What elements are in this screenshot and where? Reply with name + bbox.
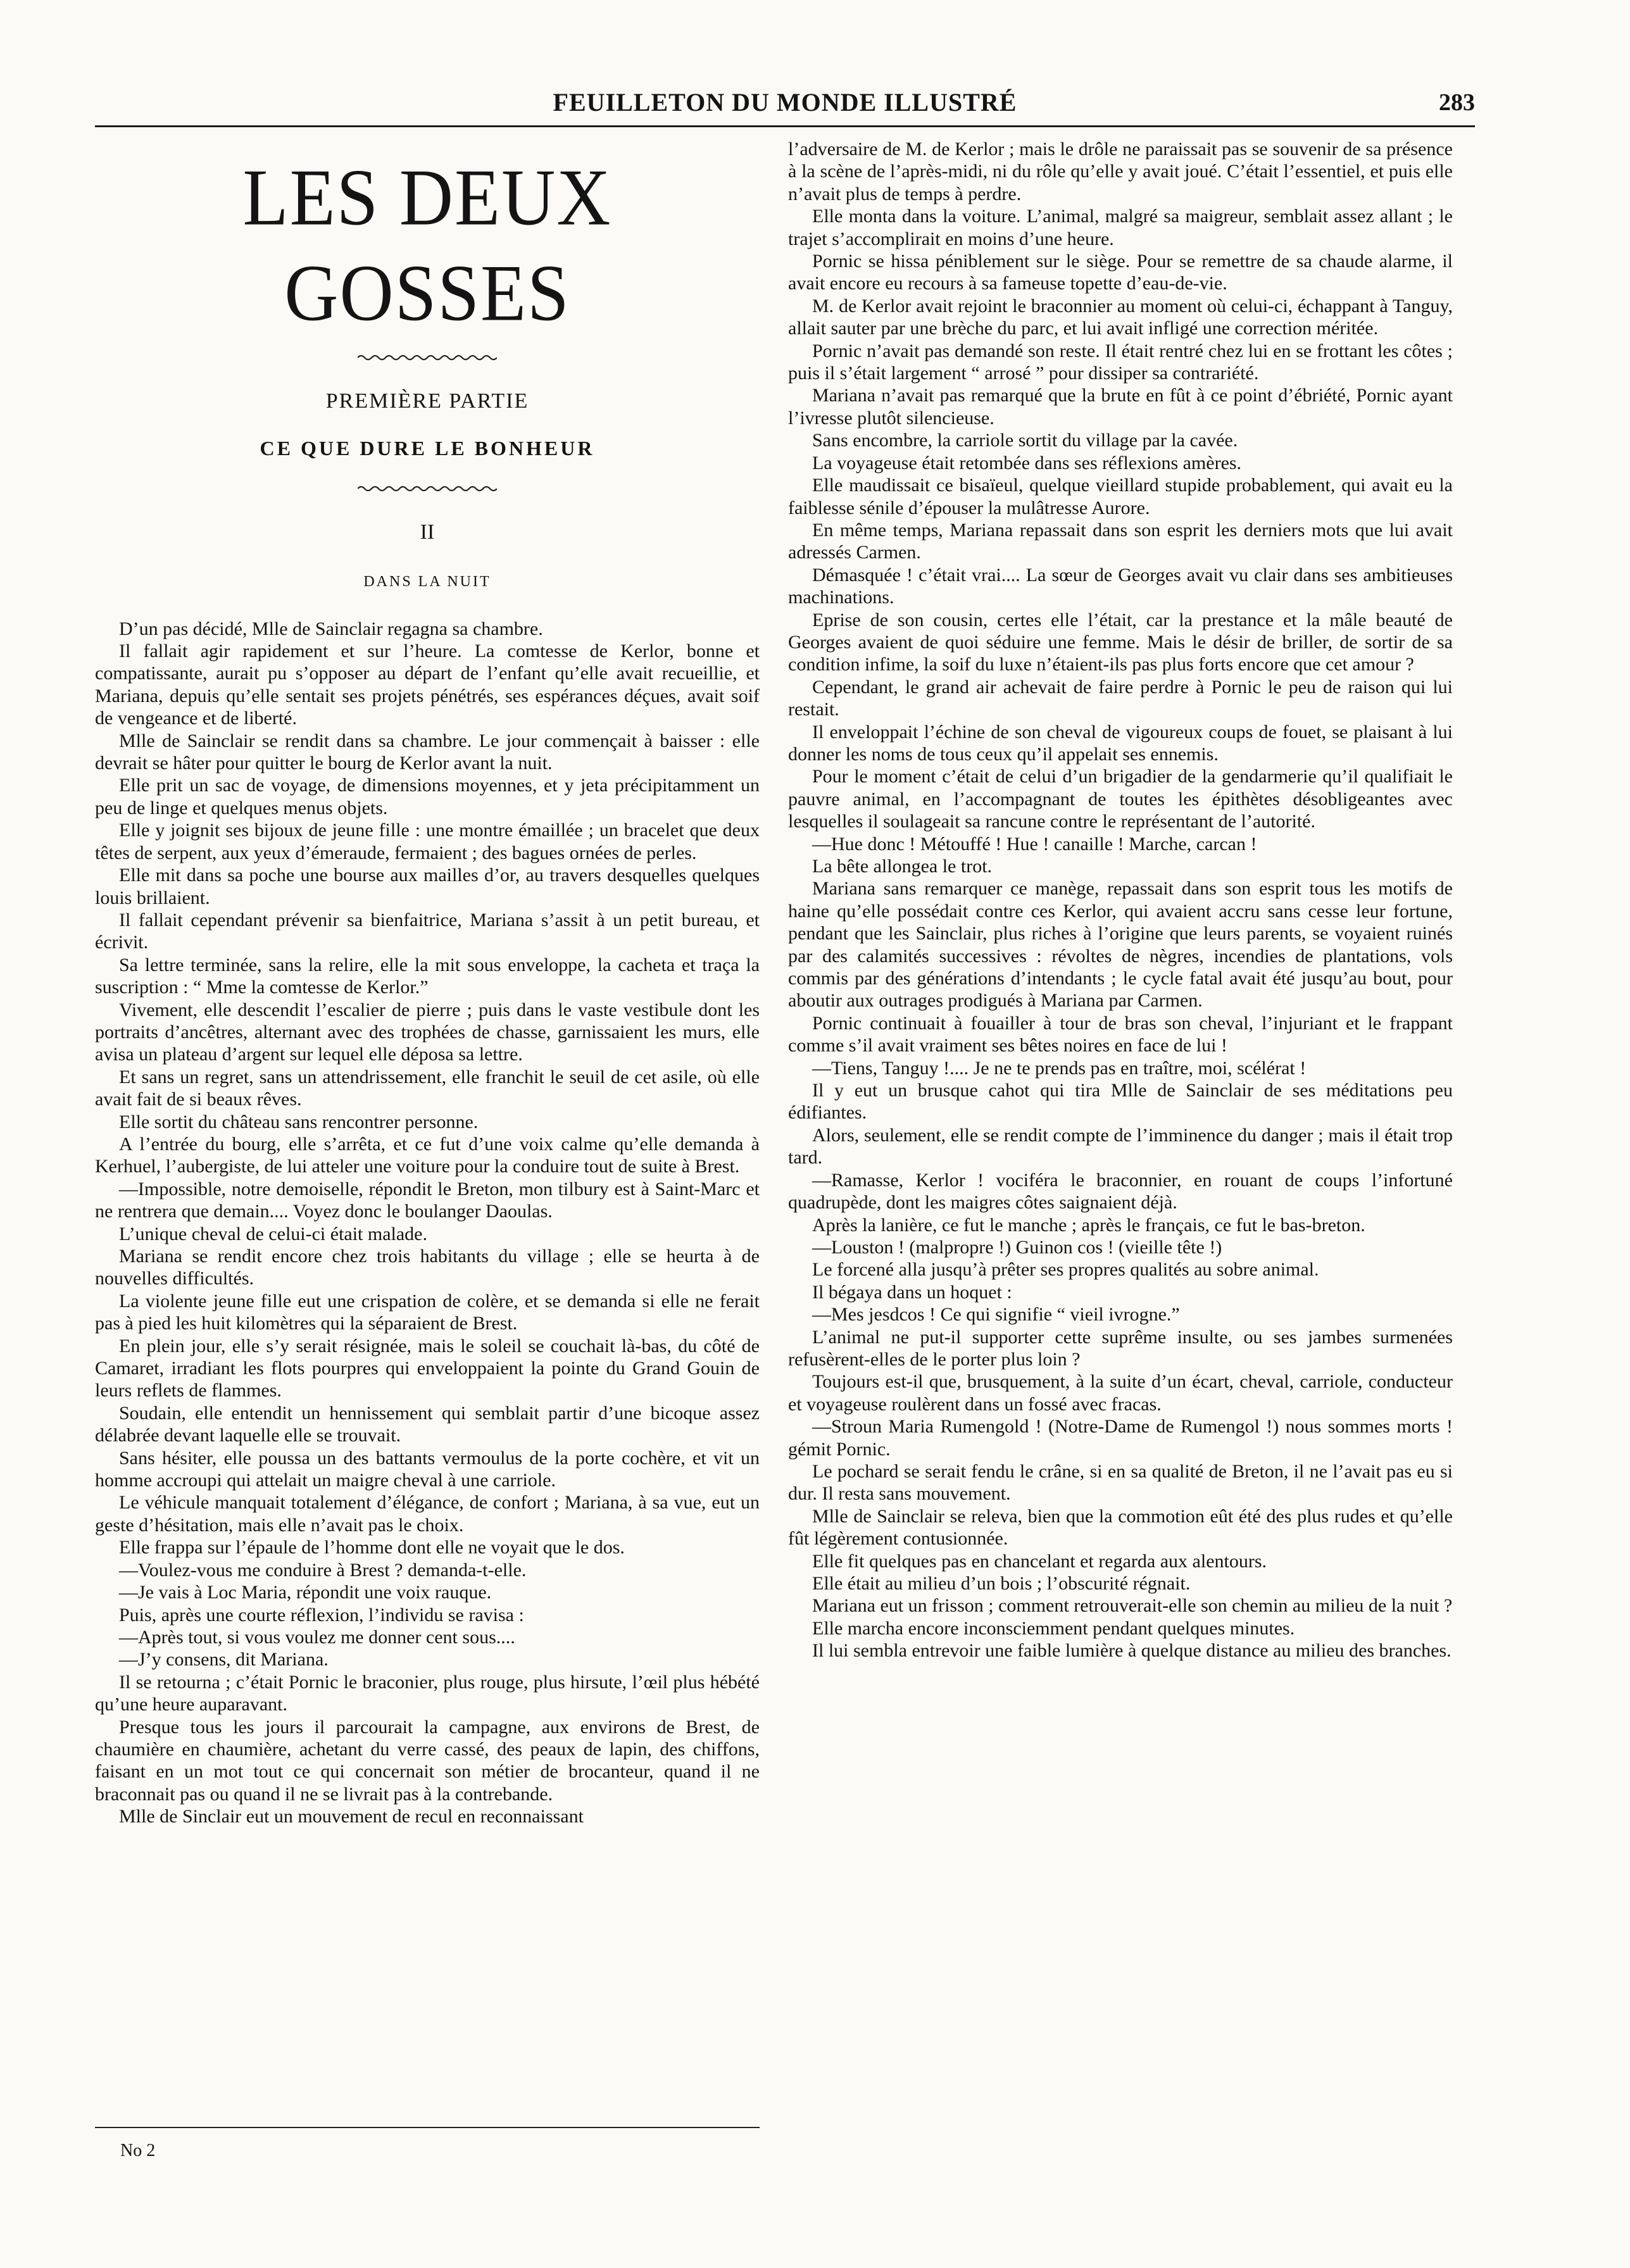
- paragraph: Alors, seulement, elle se rendit compte de l’imminence du danger ; mais il était trop tard.: [788, 1124, 1453, 1168]
- paragraph: —Après tout, si vous voulez me donner cent sous....: [119, 1626, 515, 1648]
- paragraph: Sans encombre, la carriole sortit du village par la cavée.: [812, 430, 1238, 451]
- footer-rule: [95, 2127, 760, 2128]
- story-title: LES DEUX GOSSES: [242, 153, 612, 338]
- paragraph: Mariana se rendit encore chez trois habitants du village ; elle se heurta à de nouvelles difficultés.: [95, 1246, 760, 1289]
- paragraph: —Stroun Maria Rumengold ! (Notre-Dame de Rumengol !) nous sommes morts ! gémit Pornic.: [788, 1416, 1453, 1460]
- paragraph: Toujours est-il que, brusquement, à la suite d’un écart, cheval, carriole, conducteur et voyageuse roulèrent dans un fossé avec fracas.: [788, 1371, 1453, 1415]
- left-column: [95, 138, 760, 2113]
- paragraph: Elle monta dans la voiture. L’animal, malgré sa maigreur, semblait assez allant ; le trajet s’accomplirait en moins d’une heure.: [788, 206, 1453, 249]
- paragraph: Le forcené alla jusqu’à prêter ses propres qualités au sobre animal.: [812, 1259, 1319, 1281]
- section-title: DANS LA NUIT: [363, 573, 491, 591]
- paragraph: A l’entrée du bourg, elle s’arrêta, et ce fut d’une voix calme qu’elle demanda à Kerhuel, l’aubergiste, de lui atteler une voiture pour la conduire tout de suite à Brest.: [95, 1133, 760, 1177]
- part-subtitle: CE QUE DURE LE BONHEUR: [260, 437, 595, 460]
- part-heading: PREMIÈRE PARTIE: [325, 389, 529, 413]
- paragraph: Elle mit dans sa poche une bourse aux mailles d’or, au travers desquelles quelques louis brillaient.: [95, 865, 760, 908]
- ornamental-rule: [358, 353, 497, 362]
- paragraph: M. de Kerlor avait rejoint le braconnier au moment où celui-ci, échappant à Tanguy, allait sauter par une brèche du parc, et lui avait infligé une correction méritée.: [788, 295, 1453, 339]
- paragraph: Elle fit quelques pas en chancelant et regarda aux alentours.: [812, 1550, 1267, 1572]
- paragraph: Mlle de Sinclair eut un mouvement de recul en reconnaissant: [119, 1806, 584, 1827]
- paragraph: —Louston ! (malpropre !) Guinon cos ! (vieille tête !): [812, 1236, 1222, 1258]
- paragraph: —J’y consens, dit Mariana.: [119, 1649, 329, 1670]
- right-column: [788, 138, 1453, 2113]
- paragraph: Il y eut un brusque cahot qui tira Mlle de Sainclair de ses méditations peu édifiantes.: [788, 1080, 1453, 1124]
- paragraph: Il enveloppait l’échine de son cheval de vigoureux coups de fouet, se plaisant à lui donner les noms de tous ceux qu’il appelait ses ennemis.: [788, 721, 1453, 765]
- paragraph: Mlle de Sainclair se releva, bien que la commotion eût été des plus rudes et qu’elle fût légèrement contusionnée.: [788, 1505, 1453, 1550]
- paragraph: Il bégaya dans un hoquet :: [812, 1281, 1012, 1303]
- paragraph: Elle était au milieu d’un bois ; l’obscurité régnait.: [812, 1573, 1191, 1594]
- paragraph: Pornic n’avait pas demandé son reste. Il était rentré chez lui en se frottant les côtes ; puis il s’était largement “ arrosé ” pour dissiper sa contrariété.: [788, 340, 1453, 384]
- page-number: 283: [1439, 89, 1475, 116]
- paragraph: Après la lanière, ce fut le manche ; après le français, ce fut le bas-breton.: [812, 1214, 1365, 1236]
- paragraph: Presque tous les jours il parcourait la campagne, aux environs de Brest, de chaumière en chaumière, achetant du verre cassé, des peaux de lapin, des chiffons, faisant en un mot tout ce qui concernait son métier de brocanteur, quand il ne braconnait pas ou quand il ne se livrait pas à la contrebande.: [95, 1716, 760, 1805]
- page-header: [95, 81, 1475, 127]
- paragraph: Mariana n’avait pas remarqué que la brute en fût à ce point d’ébriété, Pornic ayant l’ivresse plutôt silencieuse.: [788, 385, 1453, 429]
- paragraph: La violente jeune fille eut une crispation de colère, et se demanda si elle ne ferait pas à pied les huit kilomètres qui la séparaient de Brest.: [95, 1290, 760, 1334]
- paragraph: Elle maudissait ce bisaïeul, quelque vieillard stupide probablement, qui avait eu la faiblesse sénile d’épouser la mulâtresse Aurore.: [788, 475, 1453, 518]
- paragraph: Pornic continuait à fouailler à tour de bras son cheval, l’injuriant et le frappant comme s’il avait vraiment ses bêtes noires en face de lui !: [788, 1012, 1453, 1056]
- paragraph: l’adversaire de M. de Kerlor ; mais le drôle ne paraissait pas se souvenir de sa présence à la scène de l’après-midi, ni du rôle qu’elle y avait joué. C’était l’essentiel, et puis elle n’avait plus de temps à perdre.: [788, 139, 1453, 204]
- paragraph: La bête allongea le trot.: [812, 856, 993, 877]
- chapter-number: II: [420, 520, 435, 544]
- paragraph: Il fallait agir rapidement et sur l’heure. La comtesse de Kerlor, bonne et compatissante, aurait pu s’opposer au départ de l’enfant qu’elle avait recueillie, et Mariana, depuis qu’elle sentait ses projets pénétrés, ses espérances déçues, avait soif de vengeance et de liberté.: [95, 641, 760, 729]
- paragraph: Mariana sans remarquer ce manège, repassait dans son esprit tous les motifs de haine qu’elle possédait contre ces Kerlor, qui avaient accru sans cesse leur fortune, pendant que les Sainclair, plus riches à l’origine que leurs parents, se voyaient ruinés par des calamités successives : révoltes de nègres, incendies de plantations, vols commis par des générations d’intendants ; le cycle fatal avait été jusqu’au bout, pour aboutir aux outrages prodigués à Mariana par Carmen.: [788, 878, 1453, 1012]
- paragraph: Elle frappa sur l’épaule de l’homme dont elle ne voyait que le dos.: [119, 1537, 625, 1558]
- running-title: FEUILLETON DU MONDE ILLUSTRÉ: [553, 88, 1017, 116]
- paragraph: Sans hésiter, elle poussa un des battants vermoulus de la porte cochère, et vit un homme accroupi qui attelait un maigre cheval à une carriole.: [95, 1447, 760, 1491]
- paragraph: Il se retourna ; c’était Pornic le braconier, plus rouge, plus hirsute, l’œil plus hébété qu’une heure auparavant.: [95, 1671, 760, 1715]
- paragraph: Mlle de Sainclair se rendit dans sa chambre. Le jour commençait à baisser : elle devrait se hâter pour quitter le bourg de Kerlor avant la nuit.: [95, 730, 760, 774]
- paragraph: Pour le moment c’était de celui d’un brigadier de la gendarmerie qu’il qualifiait le pauvre animal, en l’accompagnant de toutes les épithètes désobligeantes avec lesquelles il soulageait sa rancune contre le représentant de l’autorité.: [788, 766, 1453, 832]
- paragraph: Le pochard se serait fendu le crâne, si en sa qualité de Breton, il ne l’avait pas eu si dur. Il resta sans mouvement.: [788, 1460, 1453, 1505]
- paragraph: Sa lettre terminée, sans la relire, elle la mit sous enveloppe, la cacheta et traça la suscription : “ Mme la comtesse de Kerlor.”: [95, 954, 760, 998]
- paragraph: Eprise de son cousin, certes elle l’était, car la prestance et la mâle beauté de Georges avaient de quoi séduire une femme. Mais le désir de briller, de sortir de sa condition infime, la soif du luxe n’étaient-ils pas plus forts encore que cet amour ?: [788, 609, 1453, 675]
- paragraph: Le véhicule manquait totalement d’élégance, de confort ; Mariana, à sa vue, eut un geste d’hésitation, mais elle n’avait pas le choix.: [95, 1492, 760, 1536]
- paragraph: D’un pas décidé, Mlle de Sainclair regagna sa chambre.: [119, 618, 543, 639]
- paragraph: Elle y joignit ses bijoux de jeune fille : une montre émaillée ; un bracelet que deux têtes de serpent, aux yeux d’émeraude, fermaient ; des bagues ornées de perles.: [95, 820, 760, 863]
- paragraph: Cependant, le grand air achevait de faire perdre à Pornic le peu de raison qui lui restait.: [788, 676, 1453, 720]
- right-column-text: [788, 138, 1453, 1662]
- paragraph: Il fallait cependant prévenir sa bienfaitrice, Mariana s’assit à un petit bureau, et écrivit.: [95, 909, 760, 953]
- paragraph: —Ramasse, Kerlor ! vociféra le braconnier, en rouant de coups l’infortuné quadrupède, dont les maigres côtes saignaient déjà.: [788, 1169, 1453, 1213]
- paragraph: —Tiens, Tanguy !.... Je ne te prends pas en traître, moi, scélérat !: [812, 1057, 1307, 1079]
- paragraph: Puis, après une courte réflexion, l’individu se ravisa :: [119, 1604, 524, 1626]
- paragraph: Soudain, elle entendit un hennissement qui semblait partir d’une bicoque assez délabrée devant laquelle elle se trouvait.: [95, 1402, 760, 1446]
- paragraph: Vivement, elle descendit l’escalier de pierre ; puis dans le vaste vestibule dont les portraits d’ancêtres, alternant avec des trophées de chasse, garnissaient les murs, elle avisa un plateau d’argent sur lequel elle déposa sa lettre.: [95, 999, 760, 1065]
- paragraph: En plein jour, elle s’y serait résignée, mais le soleil se couchait là-bas, du côté de Camaret, irradiant les flots pourpres qui enveloppaient la pointe du Grand Gouin de leurs reflets de flammes.: [95, 1335, 760, 1401]
- paragraph: Elle marcha encore inconsciemment pendant quelques minutes.: [812, 1617, 1295, 1639]
- left-column-text: [95, 618, 760, 1828]
- paragraph: L’unique cheval de celui-ci était malade.: [119, 1223, 428, 1244]
- paragraph: Pornic se hissa péniblement sur le siège. Pour se remettre de sa chaude alarme, il avait encore eu recours à sa fameuse topette d’eau-de-vie.: [788, 251, 1453, 294]
- paragraph: —Voulez-vous me conduire à Brest ? demanda-t-elle.: [119, 1559, 527, 1581]
- paragraph: Elle prit un sac de voyage, de dimensions moyennes, et y jeta précipitamment un peu de linge et quelques menus objets.: [95, 775, 760, 818]
- issue-number: No 2: [120, 2141, 156, 2160]
- paragraph: —Hue donc ! Métouffé ! Hue ! canaille ! Marche, carcan !: [812, 833, 1257, 855]
- paragraph: —Impossible, notre demoiselle, répondit le Breton, mon tilbury est à Saint-Marc et ne rentrera que demain.... Voyez donc le boulanger Daoulas.: [95, 1178, 760, 1222]
- paragraph: Mariana eut un frisson ; comment retrouverait-elle son chemin au milieu de la nuit ?: [812, 1595, 1453, 1617]
- paragraph: Il lui sembla entrevoir une faible lumière à quelque distance au milieu des branches.: [812, 1640, 1451, 1662]
- paragraph: L’animal ne put-il supporter cette suprême insulte, ou ses jambes surmenées refusèrent-elles de le porter plus loin ?: [788, 1326, 1453, 1370]
- ornamental-rule-small: [358, 484, 497, 493]
- paragraph: Démasquée ! c’était vrai.... La sœur de Georges avait vu clair dans ses ambitieuses machinations.: [788, 564, 1453, 608]
- paragraph: Et sans un regret, sans un attendrissement, elle franchit le seuil de cet asile, où elle avait fait de si beaux rêves.: [95, 1066, 760, 1110]
- paragraph: En même temps, Mariana repassait dans son esprit les derniers mots que lui avait adressés Carmen.: [788, 519, 1453, 563]
- paragraph: La voyageuse était retombée dans ses réflexions amères.: [812, 452, 1242, 473]
- paragraph: —Je vais à Loc Maria, répondit une voix rauque.: [119, 1582, 492, 1603]
- paragraph: Elle sortit du château sans rencontrer personne.: [119, 1111, 479, 1132]
- paragraph: —Mes jesdcos ! Ce qui signifie “ vieil ivrogne.”: [812, 1304, 1180, 1325]
